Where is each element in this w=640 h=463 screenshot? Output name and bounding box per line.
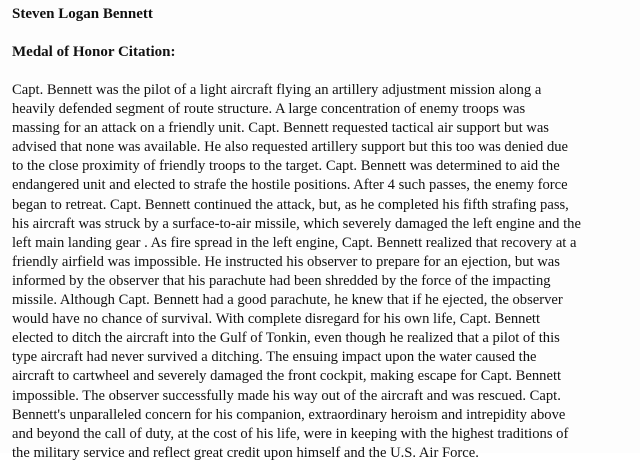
citation-line: the military service and reflect great credit upon himself and the U.S. Air Force. <box>12 444 479 461</box>
citation-line: endangered unit and elected to strafe the hostile positions. After 4 such passes, the enemy force <box>12 177 568 194</box>
citation-heading: Medal of Honor Citation: <box>12 44 176 60</box>
citation-line: would have no chance of survival. With complete disregard for his own life, Capt. Bennett <box>12 311 541 328</box>
citation-line: to the close proximity of friendly troops to the target. Capt. Bennett was determined to aid the <box>12 158 560 175</box>
recipient-name: Steven Logan Bennett <box>12 6 153 22</box>
citation-line: friendly airfield was impossible. He instructed his observer to prepare for an ejection, but was <box>12 253 560 270</box>
citation-line: aircraft to cartwheel and severely damaged the front cockpit, making escape for Capt. Bennett <box>12 368 562 385</box>
citation-line: advised that none was available. He also requested artillery support but this too was denied due <box>12 139 569 156</box>
citation-line: impossible. The observer successfully made his way out of the aircraft and was rescued. Capt. <box>12 387 561 404</box>
citation-line: elected to ditch the aircraft into the Gulf of Tonkin, even though he realized that a pilot of this <box>12 330 560 347</box>
citation-line: type aircraft had never survived a ditching. The ensuing impact upon the water caused the <box>12 349 537 366</box>
citation-line: heavily defended segment of route structure. A large concentration of enemy troops was <box>12 101 526 118</box>
citation-line: Capt. Bennett was the pilot of a light aircraft flying an artillery adjustment mission along a <box>12 82 542 98</box>
citation-line: left main landing gear . As fire spread in the left engine, Capt. Bennett realized that recovery at a <box>12 234 577 251</box>
citation-body <box>12 81 640 463</box>
citation-line: his aircraft was struck by a surface-to-air missile, which severely damaged the left engine and the <box>12 215 581 232</box>
citation-line: and beyond the call of duty, at the cost of his life, were in keeping with the highest traditions of <box>12 425 569 442</box>
citation-line: missile. Although Capt. Bennett had a good parachute, he knew that if he ejected, the observer <box>12 292 563 309</box>
citation-line: massing for an attack on a friendly unit. Capt. Bennett requested tactical air support but was <box>12 120 549 137</box>
citation-line: began to retreat. Capt. Bennett continued the attack, but, as he completed his fifth strafing pass, <box>12 196 569 213</box>
citation-line: Bennett's unparalleled concern for his companion, extraordinary heroism and intrepidity above <box>12 406 566 423</box>
citation-line: informed by the observer that his parachute had been shredded by the force of the impacting <box>12 272 551 289</box>
